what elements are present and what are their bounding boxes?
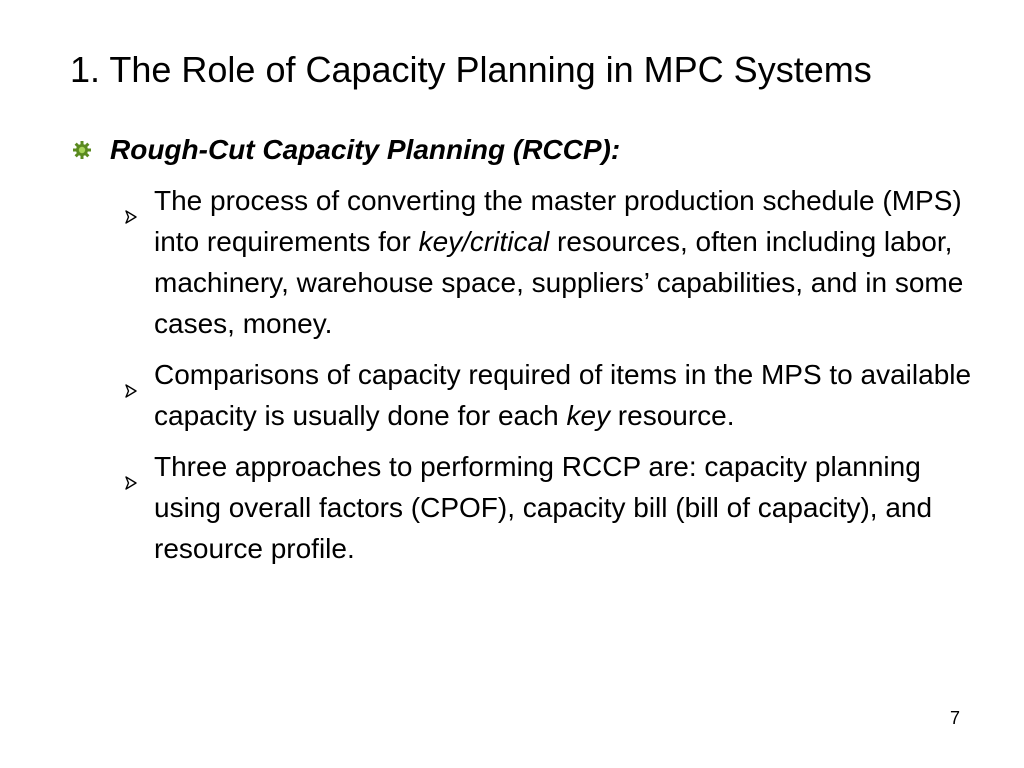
bullet-text: The process of converting the master production schedule (MPS) into requirements for key/critical resources, often including labor, machinery, warehouse space, suppliers’ capabilities, and in some cases, money. bbox=[154, 185, 964, 339]
level1-bullet-item bbox=[72, 130, 620, 170]
sub-bullet-item bbox=[124, 180, 984, 344]
sub-bullet-list bbox=[124, 180, 984, 579]
section-heading: Rough-Cut Capacity Planning (RCCP): bbox=[110, 134, 621, 165]
gear-bullet-icon bbox=[72, 140, 92, 160]
page-number: 7 bbox=[950, 708, 961, 728]
bullet-text: Comparisons of capacity required of items in the MPS to available capacity is usually done for each key resource. bbox=[154, 359, 972, 431]
slide-title: 1. The Role of Capacity Planning in MPC Systems bbox=[70, 49, 872, 90]
arrow-bullet-icon bbox=[124, 194, 138, 208]
sub-bullet-item bbox=[124, 446, 984, 569]
sub-bullet-item bbox=[124, 354, 984, 436]
arrow-bullet-icon bbox=[124, 460, 138, 474]
arrow-bullet-icon bbox=[124, 368, 138, 382]
bullet-text: Three approaches to performing RCCP are: capacity planning using overall factors (CPOF), capacity bill (bill of capacity), and resource profile. bbox=[154, 451, 933, 564]
